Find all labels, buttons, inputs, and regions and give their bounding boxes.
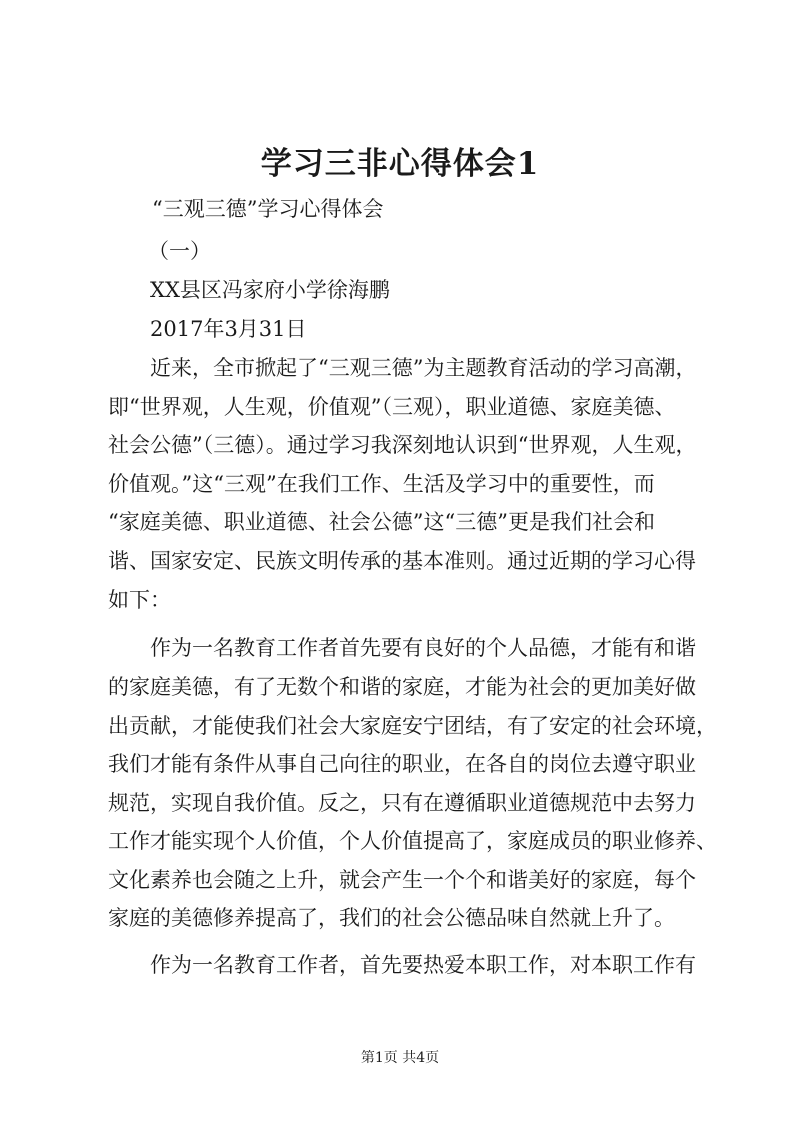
paragraph1-line: 如下： xyxy=(108,588,171,612)
paragraph1-line: 价值观。”这“三观”在我们工作、生活及学习中的重要性，而 xyxy=(108,472,655,496)
paragraph1-line: 谐、国家安定、民族文明传承的基本准则。通过近期的学习心得 xyxy=(108,549,696,573)
paragraph2-line: 工作才能实现个人价值，个人价值提高了，家庭成员的职业修养、 xyxy=(108,829,717,853)
page-footer: 第1页 共4页 xyxy=(360,1050,440,1066)
document-title: 学习三非心得体会1 xyxy=(260,146,540,182)
paragraph1-line: 社会公德”（三德）。通过学习我深刻地认识到“世界观，人生观， xyxy=(108,433,697,457)
paragraph2-line: 作为一名教育工作者首先要有良好的个人品德，才能有和谐 xyxy=(150,636,696,660)
paragraph2-line: 我们才能有条件从事自己向往的职业，在各自的岗位去遵守职业 xyxy=(108,752,696,776)
paragraph1-line: “家庭美德、职业道德、社会公德”这“三德”更是我们社会和 xyxy=(108,510,655,534)
paragraph3-line: 作为一名教育工作者，首先要热爱本职工作，对本职工作有 xyxy=(150,953,696,977)
paragraph2-line: 的家庭美德，有了无数个和谐的家庭，才能为社会的更加美好做 xyxy=(108,675,696,699)
paragraph1-line: 即“世界观，人生观，价值观”（三观），职业道德、家庭美德、 xyxy=(108,395,676,419)
date-line: 2017年3月31日 xyxy=(150,317,307,341)
author-line: XX县区冯家府小学徐海鹏 xyxy=(150,278,390,302)
section-label: （一） xyxy=(148,239,211,263)
paragraph1-line: 近来，全市掀起了“三观三德”为主题教育活动的学习高潮， xyxy=(150,356,697,380)
document-subtitle: “三观三德”学习心得体会 xyxy=(152,197,384,221)
paragraph2-line: 规范，实现自我价值。反之，只有在遵循职业道德规范中去努力 xyxy=(108,791,696,815)
paragraph2-line: 家庭的美德修养提高了，我们的社会公德品味自然就上升了。 xyxy=(108,906,675,930)
paragraph2-line: 出贡献，才能使我们社会大家庭安宁团结，有了安定的社会环境， xyxy=(108,714,717,738)
paragraph2-line: 文化素养也会随之上升，就会产生一个个和谐美好的家庭，每个 xyxy=(108,868,696,892)
